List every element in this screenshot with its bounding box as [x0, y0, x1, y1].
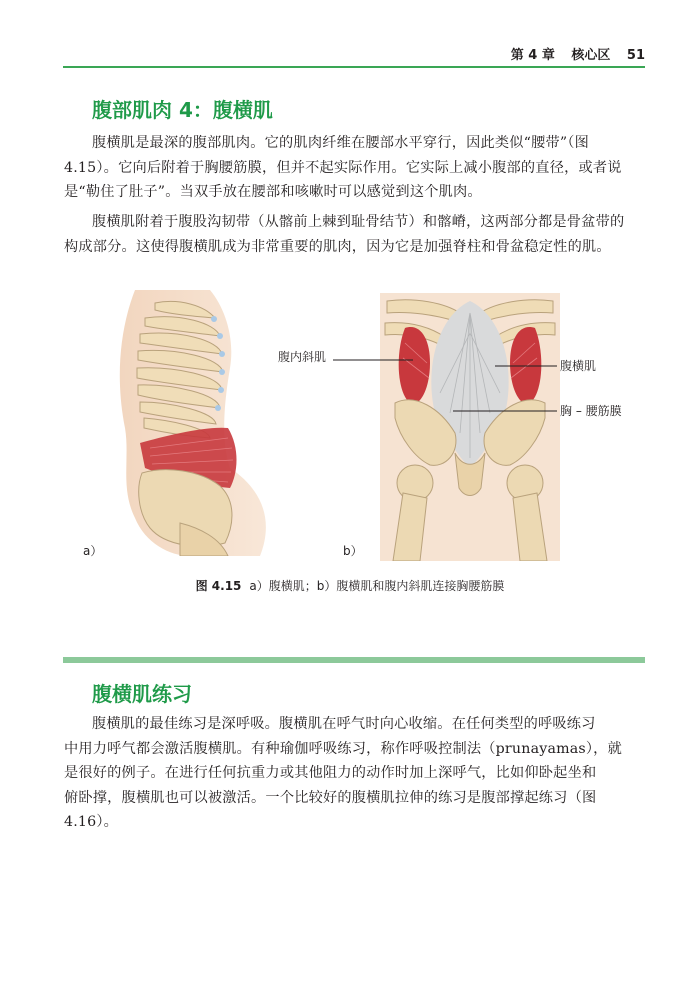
leader-line-transversus	[495, 364, 557, 368]
paragraph-line: 腹横肌附着于腹股沟韧带（从髂前上棘到耻骨结节）和髂嵴，这两部分都是骨盆带的	[92, 214, 625, 230]
caption-text: a）腹横肌；b）腹横肌和腹内斜肌连接胸腰筋膜	[249, 579, 505, 593]
paragraph-line: 腹横肌是最深的腹部肌肉。它的肌肉纤维在腰部水平穿行，因此类似“腰带”（图	[92, 135, 589, 151]
paragraph-exercises	[64, 712, 644, 835]
chapter-number: 第 4 章	[510, 48, 555, 63]
section-divider-bar	[63, 657, 645, 663]
paragraph-line: 腹横肌的最佳练习是深呼吸。腹横肌在呼气时向心收缩。在任何类型的呼吸练习	[92, 716, 596, 732]
panel-a-illustration	[110, 288, 290, 556]
figure-4-15	[75, 288, 635, 568]
label-thoracolumbar-fascia: 胸 – 腰筋膜	[560, 404, 622, 418]
section-heading-transversus: 腹部肌肉 4：腹横肌	[92, 98, 273, 122]
paragraph-line: 俯卧撑，腹横肌也可以被激活。一个比较好的腹横肌拉伸的练习是腹部撑起练习（图	[64, 789, 597, 806]
running-head	[499, 44, 645, 63]
header-rule	[63, 66, 645, 68]
figure-caption	[0, 577, 700, 594]
panel-b-illustration	[375, 293, 565, 561]
paragraph-line: 4.16）。	[64, 814, 119, 830]
paragraph-line: 是很好的例子。在进行任何抗重力或其他阻力的动作时加上深呼气，比如仰卧起坐和	[64, 765, 597, 781]
panel-a-label: a）	[83, 544, 103, 558]
paragraph-line: 4.15）。它向后附着于胸腰筋膜，但并不起实际作用。它实际上减小腹部的直径，或者说	[64, 159, 622, 176]
page-number: 51	[626, 48, 645, 63]
caption-number: 图 4.15	[195, 579, 242, 593]
label-internal-oblique: 腹内斜肌	[278, 350, 327, 364]
paragraph-intro	[64, 131, 644, 205]
paragraph-line: 构成部分。这使得腹横肌成为非常重要的肌肉，因为它是加强脊柱和骨盆稳定性的肌。	[64, 238, 611, 255]
panel-b-label: b）	[343, 544, 363, 558]
leader-line-internal-oblique	[333, 358, 413, 362]
paragraph-attachments	[64, 210, 644, 259]
label-transversus: 腹横肌	[560, 359, 597, 373]
paragraph-line: 中用力呼气都会激活腹横肌。有种瑜伽呼吸练习，称作呼吸控制法（prunayamas），就	[64, 740, 622, 757]
paragraph-line: 是“勒住了肚子”。当双手放在腰部和咳嗽时可以感觉到这个肌肉。	[64, 184, 482, 200]
leader-line-fascia	[453, 409, 557, 413]
chapter-title: 核心区	[571, 48, 611, 63]
section-heading-exercises: 腹横肌练习	[92, 682, 192, 706]
